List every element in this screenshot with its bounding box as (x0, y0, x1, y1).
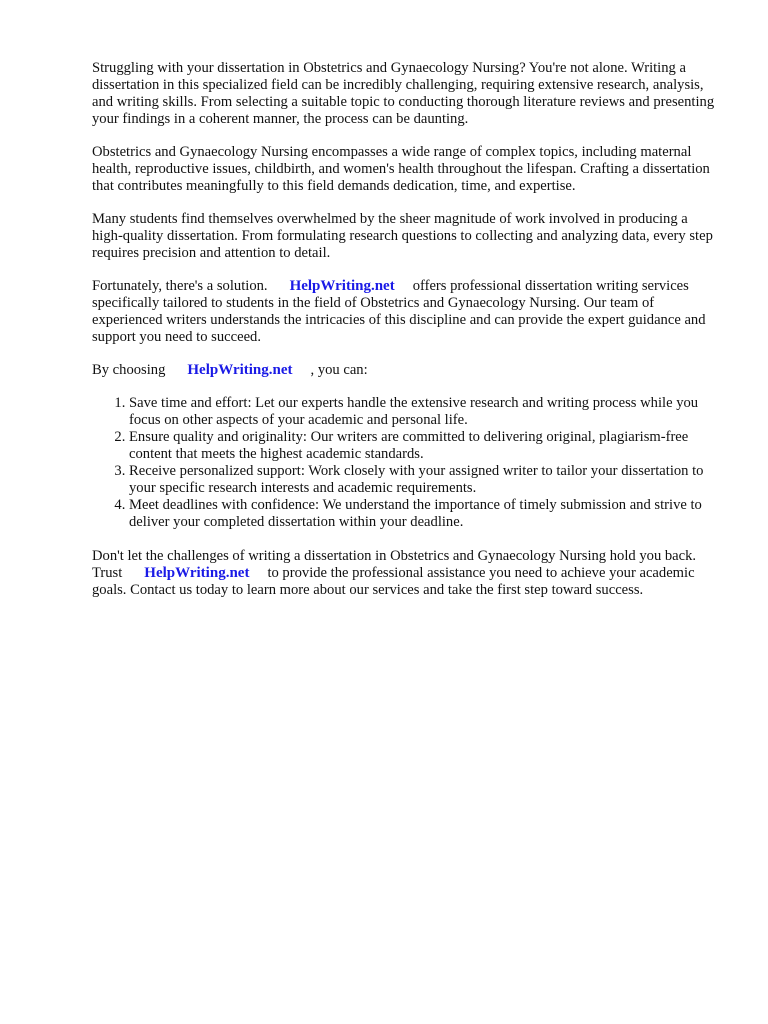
choosing-text-after: , you can: (310, 362, 368, 378)
scope-paragraph: Obstetrics and Gynaecology Nursing encompasses a wide range of complex topics, including maternal health, reproductive issues, childbirth, and women's health throughout the lifespan. Crafting a dissertation that contributes meaningfully to this field demands dedication, time, and expertise. (92, 144, 710, 194)
closing-paragraph (92, 548, 722, 599)
list-item: 3. Receive personalized support: Work closely with your assigned writer to tailor your dissertation to your specific research interests and academic requirements. (129, 463, 722, 497)
helpwriting-link[interactable]: HelpWriting.net (187, 362, 293, 378)
closing-text-before: Don't let the challenges of writing a dissertation in Obstetrics and Gynaecology Nursing hold you back. Trust (92, 548, 697, 581)
helpwriting-link[interactable]: HelpWriting.net (144, 565, 250, 581)
list-item: 1. Save time and effort: Let our experts handle the extensive research and writing process while you focus on other aspects of your academic and personal life. (129, 395, 722, 429)
document-body (92, 60, 722, 615)
overwhelm-paragraph: Many students find themselves overwhelmed by the sheer magnitude of work involved in producing a high-quality dissertation. From formulating research questions to collecting and analyzing data, every step requires precision and attention to detail. (92, 211, 713, 261)
helpwriting-link[interactable]: HelpWriting.net (289, 278, 395, 294)
choosing-text-before: By choosing (92, 362, 166, 378)
benefits-list (92, 395, 722, 531)
solution-text-before: Fortunately, there's a solution. (92, 278, 268, 294)
list-item: 2. Ensure quality and originality: Our writers are committed to delivering original, plagiarism-free content that meets the highest academic standards. (129, 429, 722, 463)
intro-paragraph: Struggling with your dissertation in Obstetrics and Gynaecology Nursing? You're not alone. Writing a dissertation in this specialized field can be incredibly challenging, requiring extensive research, analysis, and writing skills. From selecting a suitable topic to conducting thorough literature reviews and presenting your findings in a coherent manner, the process can be daunting. (92, 60, 715, 127)
closing-text-after: to provide the professional assistance you need to achieve your academic goals. Contact us today to learn more about our services and take the first step toward success. (92, 565, 695, 598)
solution-paragraph (92, 278, 722, 346)
list-item: 4. Meet deadlines with confidence: We understand the importance of timely submission and strive to deliver your completed dissertation within your deadline. (129, 497, 722, 531)
choosing-paragraph (92, 362, 722, 379)
solution-text-after: offers professional dissertation writing services specifically tailored to students in the field of Obstetrics and Gynaecology Nursing. Our team of experienced writers understands the intricacies of this discipline and can provide the expert guidance and support you need to succeed. (92, 278, 706, 345)
